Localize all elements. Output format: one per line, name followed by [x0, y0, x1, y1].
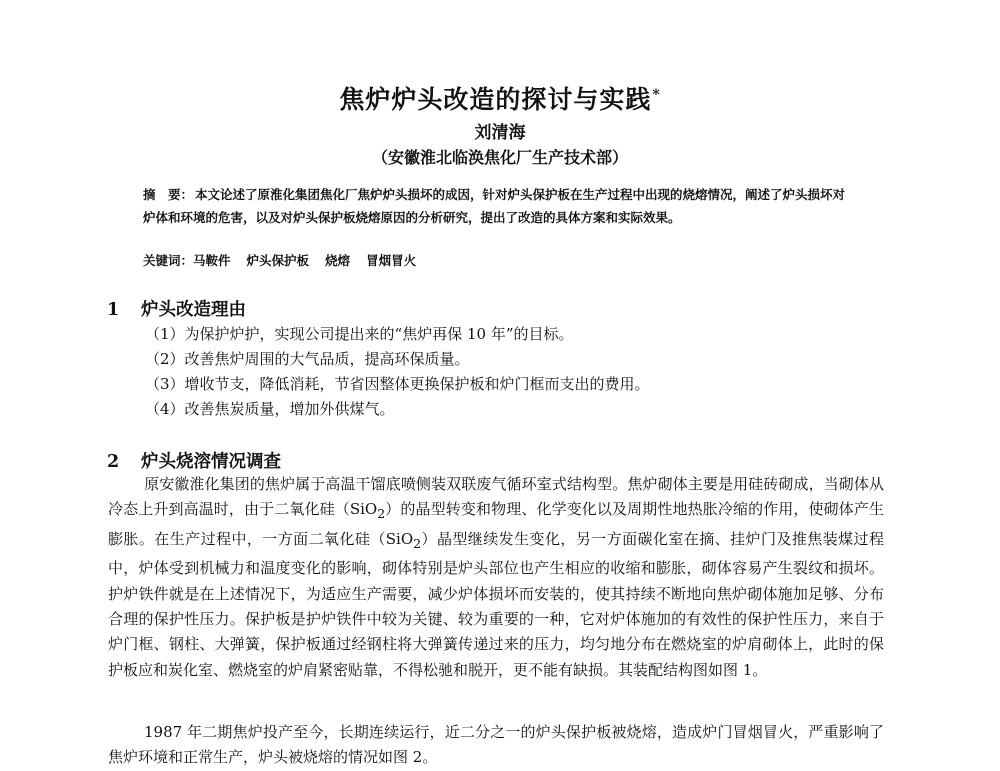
paragraph-text: 原安徽淮化集团的焦炉属于高温干馏底喷侧装双联废气循环室式结构型。焦炉砌体主要是用硅砖砌成，当砌体从冷态上升到高温时，由于二氧化硅（SiO	[108, 475, 884, 519]
paper-title-text: 焦炉炉头改造的探讨与实践	[339, 85, 652, 114]
section-2-number: 2	[107, 452, 120, 472]
abstract-label: 摘 要：	[143, 187, 194, 202]
section-2-heading	[107, 448, 281, 473]
keyword: 冒烟冒火	[366, 253, 417, 268]
subscript: 2	[377, 506, 386, 522]
list-item: （4）改善焦炭质量，增加外供煤气。	[145, 400, 395, 418]
section-2-title: 炉头烧溶情况调查	[141, 452, 281, 472]
author-name: 刘清海	[474, 123, 526, 143]
keyword: 马鞍件	[193, 253, 231, 268]
author-affiliation: （安徽淮北临涣焦化厂生产技术部）	[371, 148, 628, 167]
abstract	[143, 183, 855, 229]
section-1-heading	[107, 296, 246, 321]
section-1-title: 炉头改造理由	[141, 300, 246, 320]
keyword: 炉头保护板	[246, 253, 310, 268]
paragraph-text: ）的晶型转变和物理、化学变化以及周期性地热胀冷缩的作用，使砌体产生膨胀。在生产过程中，一方面二氧化硅（SiO	[108, 500, 885, 548]
section-1-list	[145, 322, 905, 422]
list-item: （1）为保护炉护，实现公司提出来的“焦炉再保 10 年”的目标。	[145, 325, 574, 343]
section-2-paragraph-2	[108, 720, 884, 771]
section-2-paragraph-1	[108, 472, 884, 683]
keywords-label: 关键词：	[143, 253, 194, 268]
keywords	[143, 249, 855, 272]
paragraph-text: ）晶型继续发生变化，另一方面碳化室在摘、挂炉门及推焦装煤过程中，炉体受到机械力和温度变化的影响，砌体特别是炉头部位也产生相应的收缩和膨胀，砌体容易产生裂纹和损坏。护炉铁件就是在上述情况下，为适应生产需要，减少炉体损坏而安装的，使其持续不断地向焦炉砌体施加足够、分布合理的保护性压力。保护板是护炉铁件中较为关键、较为重要的一种，它对炉体施加的有效性的保护性压力，来自于炉门框、钢柱、大弹簧，保护板通过经钢柱将大弹簧传递过来的压力，均匀地分布在燃烧室的炉肩砌体上，此时的保护板应和炭化室、燃烧室的炉肩紧密贴靠，不得松驰和脱开，更不能有缺损。其装配结构图如图 1。	[108, 529, 884, 679]
paper-title	[0, 80, 1000, 116]
subscript: 2	[413, 535, 422, 551]
abstract-text: 本文论述了原淮化集团焦化厂焦炉炉头损坏的成因，针对炉头保护板在生产过程中出现的烧熔情况，阐述了炉头损坏对炉体和环境的危害，以及对炉头保护板烧熔原因的分析研究，提出了改造的具体方案和实际效果。	[143, 187, 846, 225]
list-item: （3）增收节支，降低消耗，节省因整体更换保护板和炉门框而支出的费用。	[145, 375, 650, 393]
section-1-number: 1	[107, 300, 120, 320]
title-footnote-mark: *	[652, 86, 661, 103]
list-item: （2）改善焦炉周围的大气品质，提高环保质量。	[145, 350, 470, 368]
paragraph-text: 1987 年二期焦炉投产至今，长期连续运行，近二分之一的炉头保护板被烧熔，造成炉门冒烟冒火，严重影响了焦炉环境和正常生产，炉头被烧熔的情况如图 2。	[108, 723, 884, 767]
keyword: 烧熔	[325, 253, 351, 268]
